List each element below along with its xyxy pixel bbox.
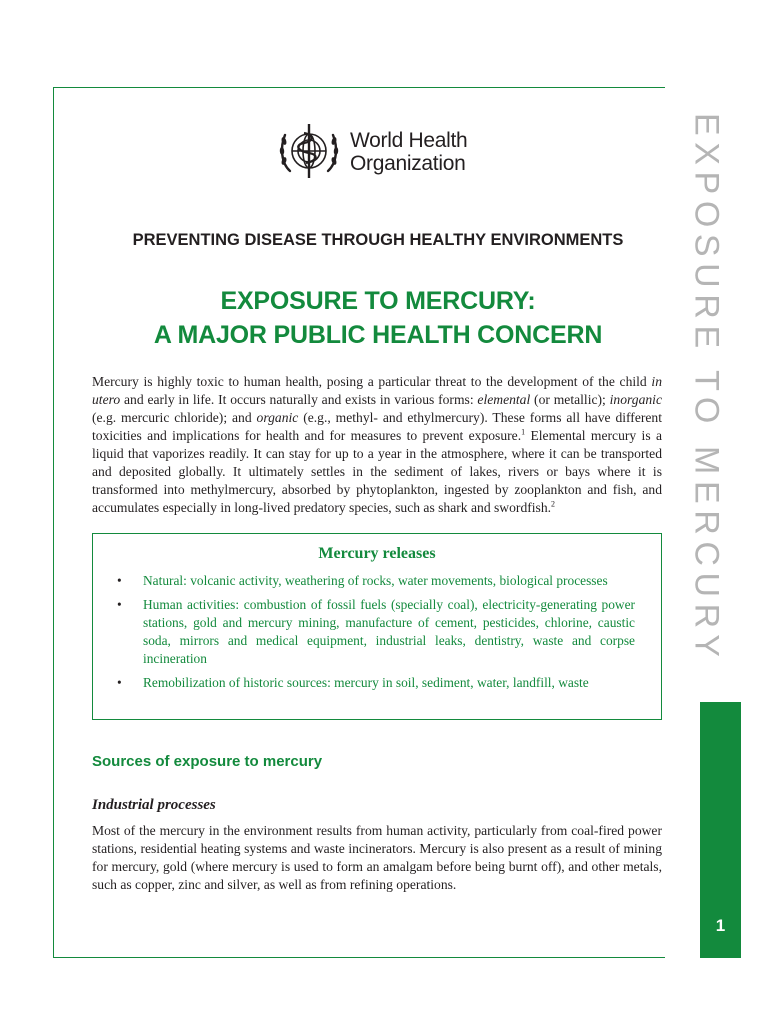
releases-list <box>115 572 635 698</box>
logo-text <box>350 129 467 175</box>
logo-line-2: Organization <box>350 152 466 175</box>
intro-italic-inorganic: inorganic <box>609 392 662 407</box>
side-label <box>676 113 736 673</box>
series-subtitle: PREVENTING DISEASE THROUGH HEALTHY ENVIRONMENTS <box>132 231 624 249</box>
who-emblem-icon <box>276 121 342 183</box>
title-line-1: EXPOSURE TO MERCURY: <box>220 287 536 315</box>
mercury-releases-box <box>92 533 662 720</box>
intro-paragraph <box>92 373 662 517</box>
intro-text-6: Elemental mercury is a liquid that vaporizes readily. It can stay for up to a year in the atmosphere, where it can be transported and deposited globally. It ultimately settles in the sediment of lakes, rivers or bays where it is transformed into methylmercury, absorbed by phytoplankton, ingested by zooplankton and fish, and accumulates especially in long-lived predatory species, such as shark and swordfish. <box>92 428 663 515</box>
body-paragraph: Most of the mercury in the environment results from human activity, particularly from coal-fired power stations, residential heating systems and waste incinerators. Mercury is also present as a result of mining for mercury, gold (where mercury is used to form an amalgam before being burnt off), and other metals, such as copper, zinc and silver, as well as from refining operations. <box>92 823 662 892</box>
footnote-ref-1[interactable]: 1 <box>521 427 526 437</box>
who-logo <box>276 121 467 183</box>
intro-italic-in-utero: in utero <box>92 374 662 407</box>
page-number: 1 <box>715 916 726 935</box>
page-tab <box>700 702 741 958</box>
intro-italic-organic: organic <box>256 410 299 425</box>
side-label-text: EXPOSURE TO MERCURY <box>687 113 726 664</box>
list-item: • Natural: volcanic activity, weathering of rocks, water movements, biological processes <box>115 572 635 590</box>
intro-text-1: Mercury is highly toxic to human health, posing a particular threat to the development of the child <box>92 374 652 389</box>
intro-text-3: (or metallic); <box>530 392 610 407</box>
section-heading: Sources of exposure to mercury <box>92 753 323 770</box>
intro-text-4: (e.g. mercuric chloride); and <box>92 410 257 425</box>
sub-heading: Industrial processes <box>92 797 216 813</box>
title-line-2: A MAJOR PUBLIC HEALTH CONCERN <box>153 321 603 349</box>
logo-line-1: World Health <box>350 129 468 152</box>
list-item: • Remobilization of historic sources: mercury in soil, sediment, water, landfill, waste <box>115 674 635 692</box>
intro-text-2: and early in life. It occurs naturally and exists in various forms: <box>120 392 478 407</box>
footnote-ref-2[interactable]: 2 <box>551 499 556 509</box>
intro-italic-elemental: elemental <box>477 392 531 407</box>
intro-text-5: (e.g., methyl- and ethylmercury). These forms all have different toxicities and implications for health and for measures to prevent exposure. <box>92 410 662 443</box>
list-item: • Human activities: combustion of fossil fuels (specially coal), electricity-generating power stations, gold and mercury mining, manufacture of cement, pesticides, chlorine, caustic soda, mirrors and medical equipment, industrial leaks, dentistry, waste and corpse incineration <box>115 596 635 668</box>
page-title <box>93 284 663 352</box>
box-title: Mercury releases <box>318 545 436 562</box>
